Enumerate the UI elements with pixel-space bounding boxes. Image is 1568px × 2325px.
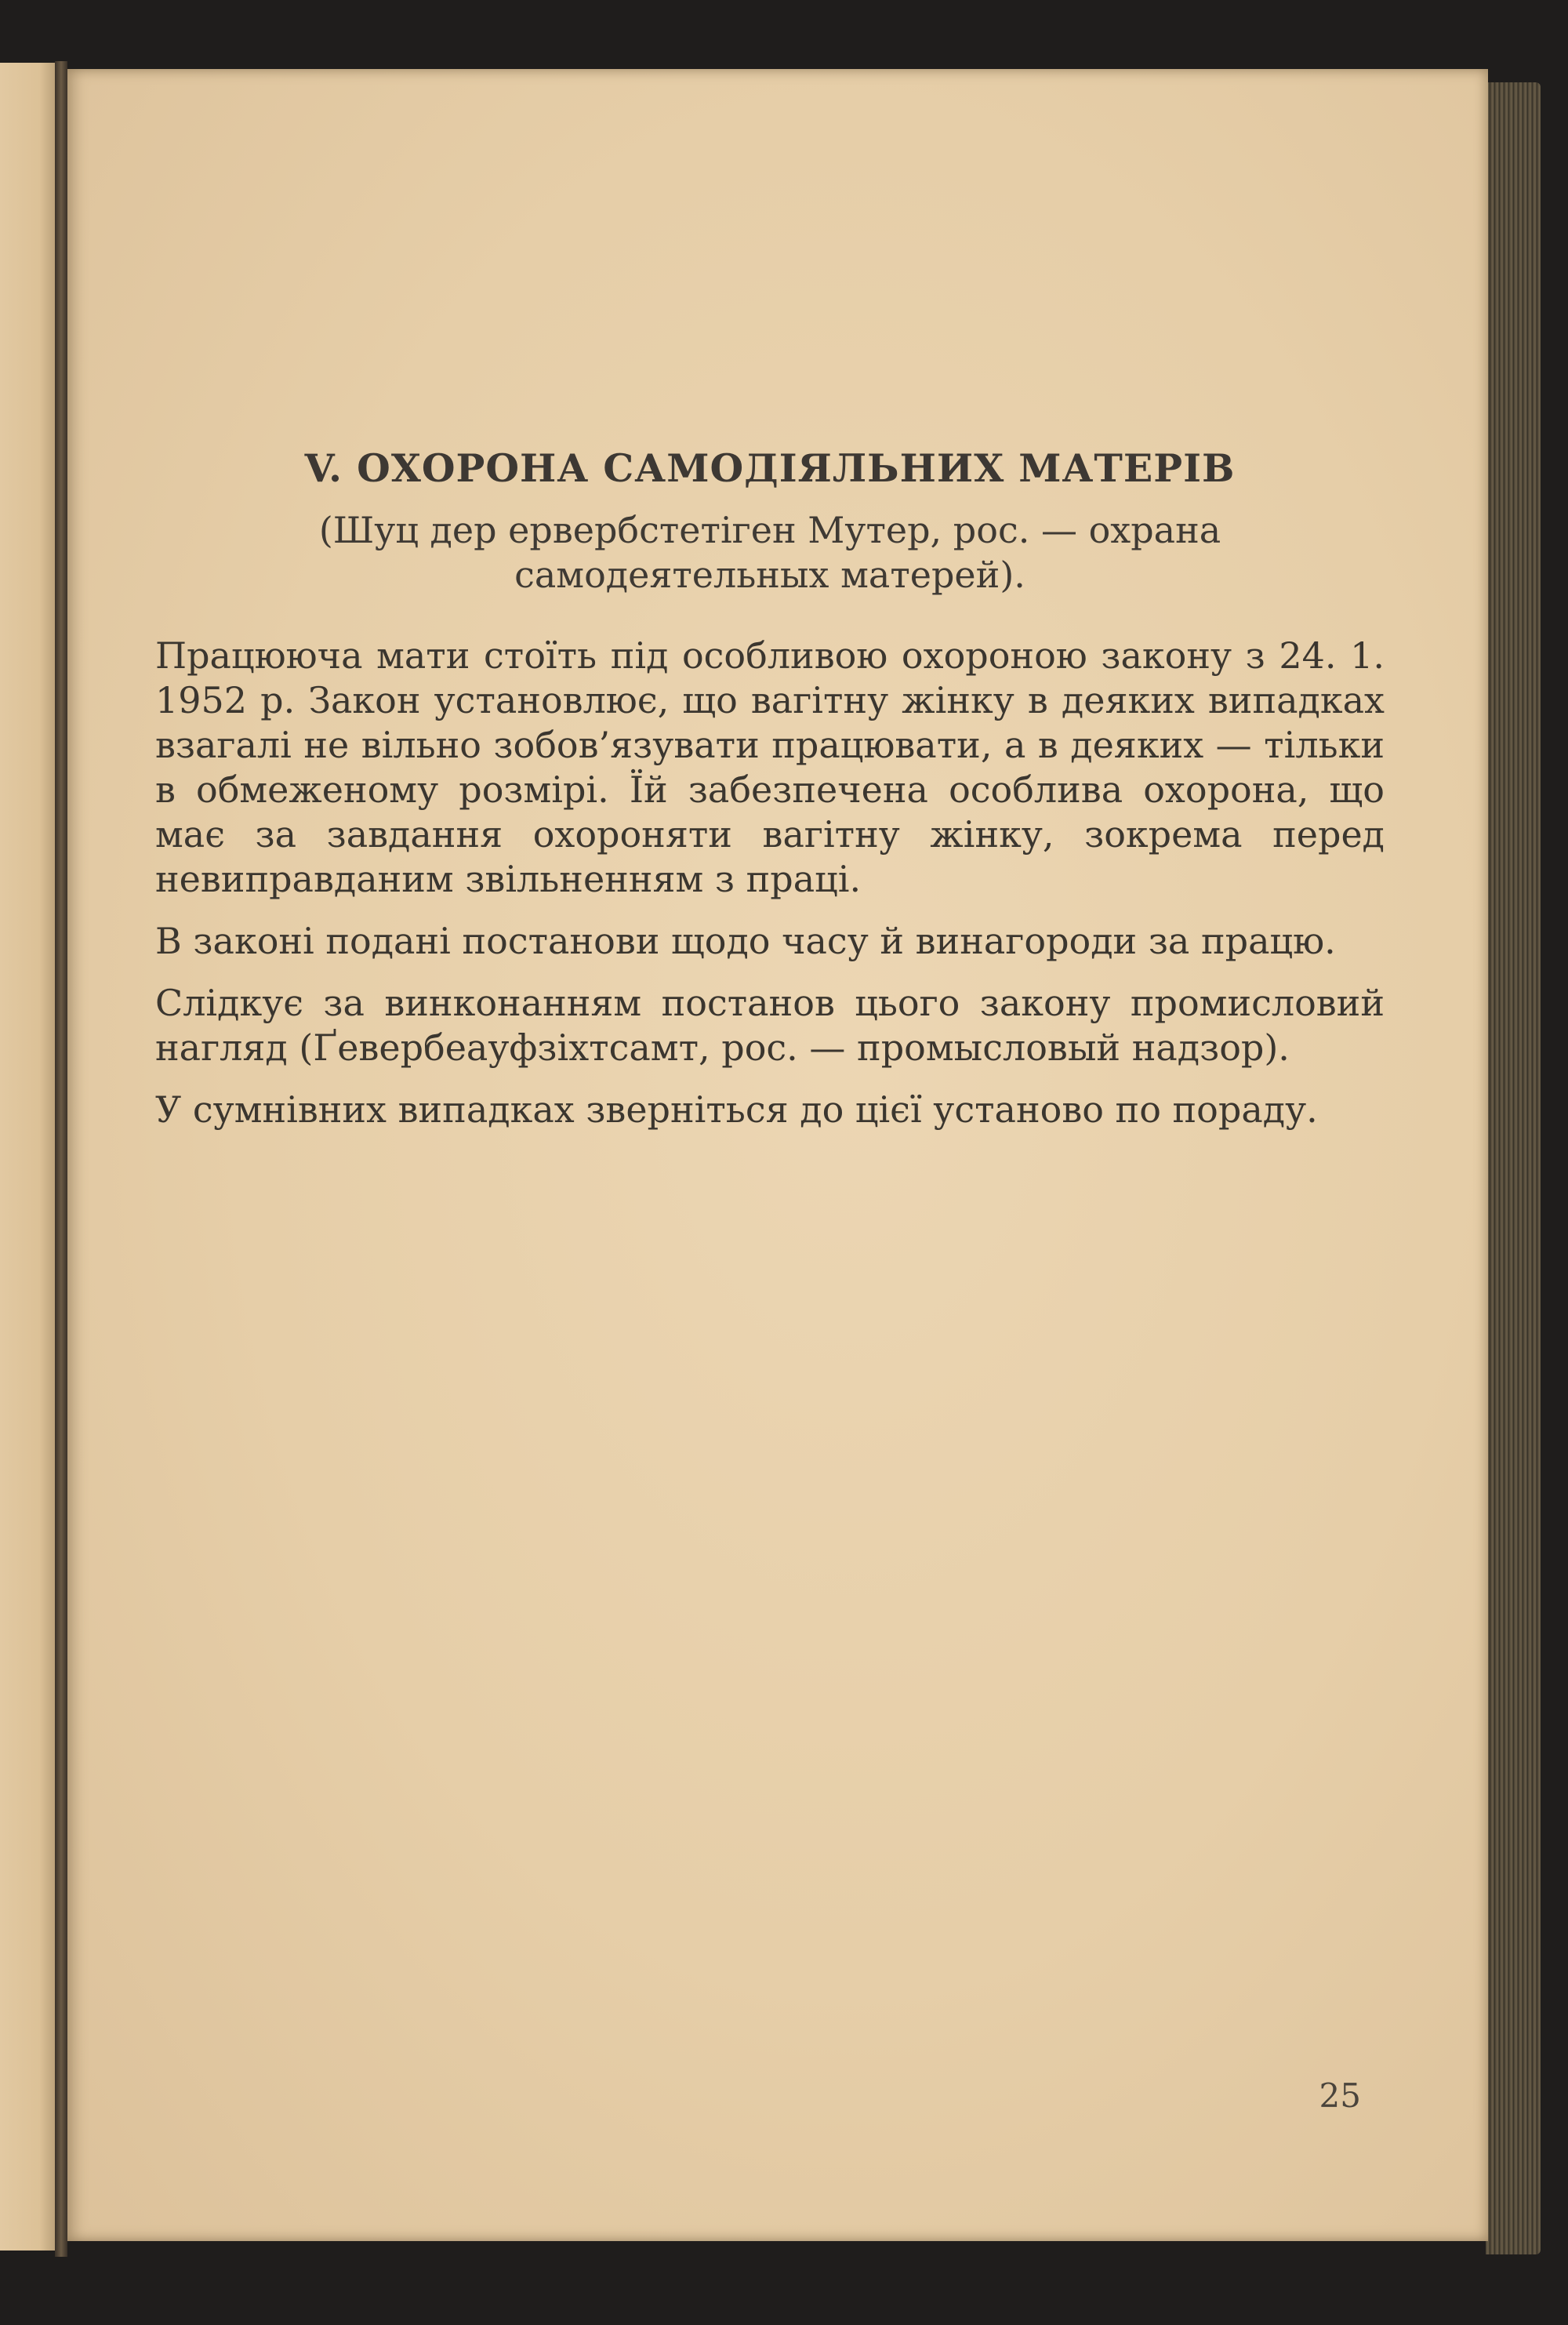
paragraph-3: Слідкує за винконанням постанов цього закону промисловий нагляд (Ґевербеауфзіхтсамт, рос. — промысловый надзор).	[155, 982, 1385, 1069]
paragraph-2: В законі подані постанови щодо часу й винагороди за працю.	[155, 920, 1336, 962]
page-number: 25	[1319, 2076, 1361, 2115]
book-page	[67, 69, 1488, 2241]
paragraph-4: У сумнівних випадках зверніться до цієї установо по пораду.	[155, 1088, 1318, 1131]
page-content	[155, 445, 1385, 1150]
paragraph-1: Працююча мати стоїть під особливою охороною закону з 24. 1. 1952 р. Закон установлює, що вагітну жінку в деяких випадках взагалі не вільно зобов’язувати працювати, а в деяких — тільки в обмеженому розмірі. Їй забезпечена особлива охорона, що має за завдання охороняти вагітну жінку, зокрема перед невиправданим звільненням з праці.	[155, 634, 1385, 900]
left-page-edge	[0, 63, 56, 2251]
section-subtitle: (Шуц дер ервербстетіген Мутер, рос. — охрана самодеятельных матерей).	[318, 509, 1221, 596]
book-gutter	[55, 61, 67, 2257]
section-title: V. ОХОРОНА САМОДІЯЛЬНИХ МАТЕРІВ	[304, 445, 1236, 491]
page-edges	[1486, 82, 1541, 2254]
